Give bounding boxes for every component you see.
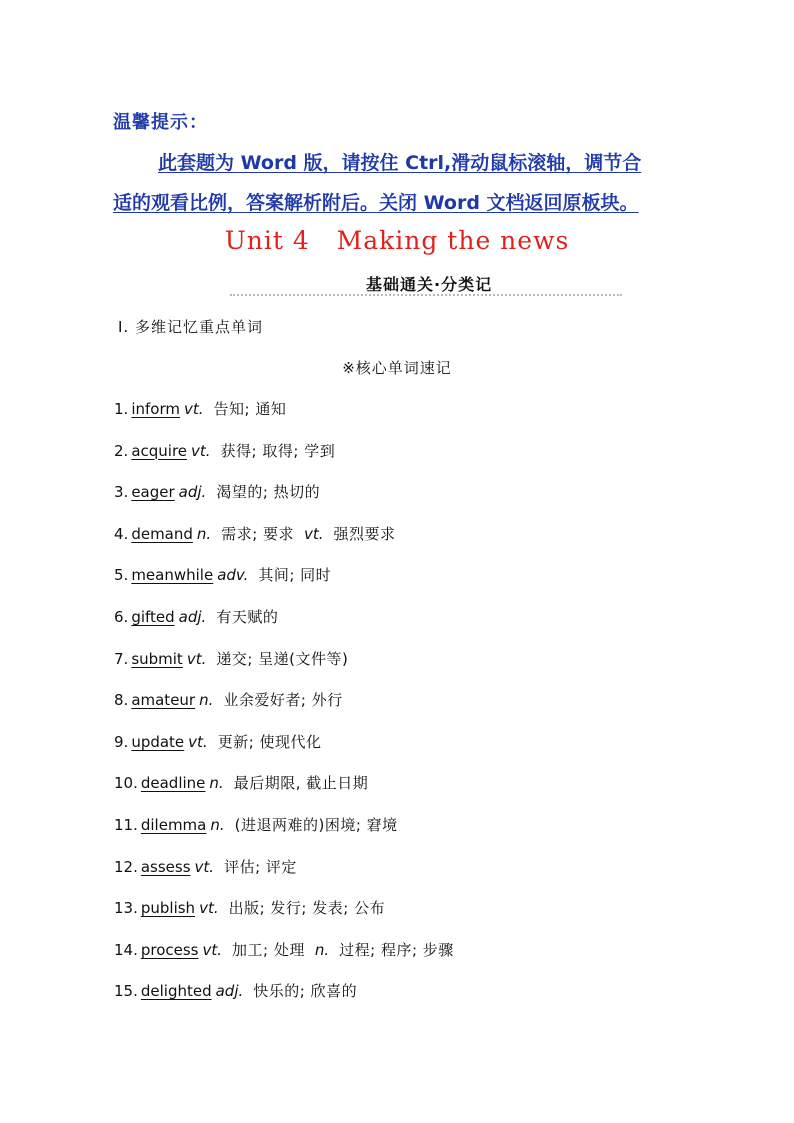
vocab-word: submit [131, 649, 183, 668]
vocab-list [114, 398, 454, 1022]
vocab-meaning: 出版; 发行; 发表; 公布 [228, 899, 386, 918]
vocab-extra-meaning: 强烈要求 [333, 524, 396, 543]
vocab-meaning: 最后期限, 截止日期 [233, 774, 369, 793]
tip-header: 温馨提示： [113, 112, 208, 133]
vocab-number: 8. [114, 691, 129, 710]
vocab-number: 3. [114, 483, 129, 502]
vocab-part-of-speech: vt. [191, 441, 211, 460]
vocab-part-of-speech: vt. [183, 400, 204, 418]
vocab-part-of-speech: adj. [178, 607, 207, 626]
tip-line-2: 适的观看比例，答案解析附后。关闭 Word 文档返回原板块。 [113, 192, 639, 214]
vocab-word: update [131, 732, 185, 751]
vocab-meaning: 快乐的; 欣喜的 [253, 982, 358, 1001]
vocab-part-of-speech: vt. [202, 940, 223, 959]
section-heading: Ⅰ. 多维记忆重点单词 [118, 318, 263, 336]
vocab-item [114, 897, 454, 939]
vocab-part-of-speech: adv. [217, 566, 249, 585]
vocab-word: amateur [131, 691, 196, 710]
vocab-number: 7. [114, 649, 129, 668]
vocab-item [114, 689, 454, 731]
vocab-number: 2. [114, 441, 129, 460]
vocab-part-of-speech: adj. [178, 483, 207, 502]
vocab-meaning: 需求; 要求 [221, 524, 295, 543]
vocab-item [114, 481, 454, 523]
vocab-meaning: 有天赋的 [216, 607, 279, 626]
vocab-number: 6. [114, 607, 129, 626]
vocab-word: deadline [140, 774, 206, 793]
vocab-word: process [140, 940, 199, 959]
vocab-word: publish [140, 899, 196, 918]
vocab-part-of-speech: n. [199, 691, 214, 710]
vocab-meaning: 递交; 呈递(文件等) [216, 649, 349, 668]
section-label: 基础通关·分类记 [366, 275, 493, 294]
vocab-item [114, 814, 454, 856]
unit-title: Unit 4 Making the news [224, 226, 570, 255]
vocab-subheading: ※核心单词速记 [342, 359, 452, 377]
tip-line-1: 此套题为 Word 版，请按住 Ctrl,滑动鼠标滚轴，调节合 [158, 152, 642, 174]
vocab-meaning: 评估; 评定 [224, 857, 297, 876]
vocab-number: 4. [114, 524, 129, 543]
vocab-number: 13. [114, 899, 138, 918]
vocab-item [114, 440, 454, 482]
vocab-part-of-speech: n. [196, 524, 212, 543]
vocab-meaning: 告知; 通知 [213, 400, 287, 418]
vocab-extra-part-of-speech: vt. [304, 524, 324, 543]
vocab-meaning: 获得; 取得; 学到 [220, 441, 336, 460]
vocab-number: 10. [114, 774, 138, 793]
vocab-extra-part-of-speech: n. [314, 940, 330, 959]
vocab-meaning: 业余爱好者; 外行 [223, 691, 343, 710]
vocab-part-of-speech: adj. [215, 982, 244, 1001]
vocab-item [114, 648, 454, 690]
vocab-item [114, 606, 454, 648]
vocab-number: 9. [114, 732, 129, 751]
vocab-part-of-speech: vt. [194, 857, 215, 876]
vocab-word: meanwhile [131, 566, 214, 585]
vocab-word: eager [131, 483, 175, 502]
vocab-item [114, 856, 454, 898]
vocab-item [114, 398, 454, 440]
vocab-part-of-speech: vt. [199, 899, 219, 918]
vocab-number: 15. [114, 982, 138, 1001]
vocab-item [114, 939, 454, 981]
vocab-item [114, 772, 454, 814]
vocab-extra-meaning: 过程; 程序; 步骤 [339, 940, 454, 959]
vocab-word: dilemma [140, 815, 207, 834]
vocab-item [114, 980, 454, 1022]
vocab-word: acquire [131, 441, 188, 460]
vocab-part-of-speech: n. [209, 774, 224, 793]
vocab-part-of-speech: vt. [188, 732, 208, 751]
vocab-number: 1. [114, 400, 129, 418]
vocab-word: demand [131, 524, 193, 543]
dotted-divider [230, 294, 622, 296]
vocab-meaning: 更新; 使现代化 [217, 732, 322, 751]
vocab-meaning: 其间; 同时 [258, 566, 332, 585]
vocab-item [114, 564, 454, 606]
vocab-part-of-speech: n. [210, 815, 225, 834]
vocab-meaning: (进退两难的)困境; 窘境 [234, 815, 398, 834]
vocab-meaning: 加工; 处理 [232, 940, 305, 959]
vocab-number: 14. [114, 940, 138, 959]
vocab-word: inform [131, 400, 180, 418]
vocab-part-of-speech: vt. [186, 649, 207, 668]
vocab-number: 12. [114, 857, 138, 876]
vocab-number: 5. [114, 566, 129, 585]
vocab-meaning: 渴望的; 热切的 [216, 483, 321, 502]
vocab-number: 11. [114, 815, 138, 834]
vocab-word: gifted [131, 607, 175, 626]
vocab-item [114, 731, 454, 773]
vocab-word: delighted [140, 982, 212, 1001]
vocab-word: assess [140, 857, 191, 876]
vocab-item [114, 523, 454, 565]
